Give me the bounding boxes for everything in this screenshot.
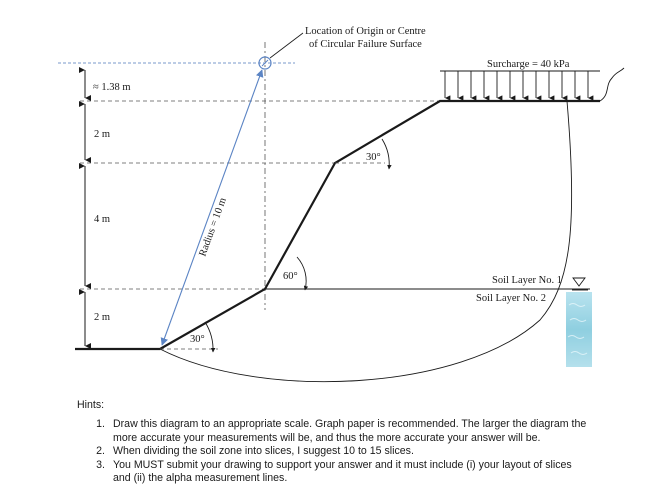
soil-layer-1-label: Soil Layer No. 1 [492,275,562,286]
soil-layer-2-label: Soil Layer No. 2 [476,293,546,304]
hint-text-line: and (ii) the alpha measurement lines. [113,472,288,485]
hint-item-3 [77,459,637,486]
radius-label: Radius = 10 m [197,196,229,259]
hints-section [77,399,637,485]
upper-angle-arc [382,139,389,169]
hint-text-line: more accurate your measurements will be, and thus the more accurate your answer will be. [113,431,541,444]
break-line [600,68,624,101]
hint-text-line: You MUST submit your drawing to support your answer and it must include (i) your layout of slices [113,458,572,471]
hint-text-line: When dividing the soil zone into slices, I suggest 10 to 15 slices. [113,445,414,458]
hint-text-line: Draw this diagram to an appropriate scale. Graph paper is recommended. The larger the diagram the [113,418,587,431]
surcharge-arrows [445,71,588,98]
origin-caption-line1: Location of Origin or Centre [305,26,426,37]
dim-label-1: ≈ 1.38 m [93,82,131,93]
groundwater-zone [566,292,592,367]
middle-angle-arc [297,257,306,290]
lower-angle-arc [205,322,213,352]
hint-number: 1. [96,418,105,431]
origin-caption-line2: of Circular Failure Surface [309,39,422,50]
lower-angle-label: 30° [190,334,205,345]
radius-line [162,70,262,345]
water-table-icon [572,278,588,293]
middle-angle-label: 60° [283,271,298,282]
dim-label-2: 2 m [94,129,111,140]
upper-angle-label: 30° [366,152,381,163]
failure-surface-arc [160,101,572,382]
hint-item-2 [77,445,637,458]
dim-label-4: 2 m [94,312,111,323]
hint-number: 3. [96,458,105,471]
hint-number: 2. [96,445,105,458]
hint-item-1 [77,418,637,445]
dim-label-3: 4 m [94,214,111,225]
origin-leader-line [270,33,303,58]
surcharge-label: Surcharge = 40 kPa [487,59,570,70]
hints-title: Hints: [77,399,105,411]
slope-profile [75,101,600,349]
